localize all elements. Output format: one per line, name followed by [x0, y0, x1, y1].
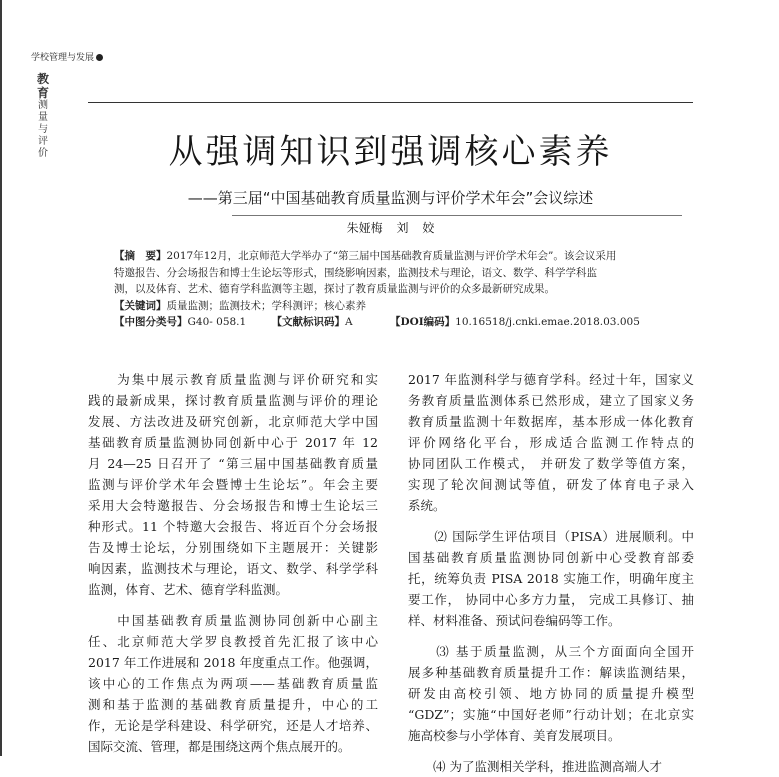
body-text-line: 采用大会特邀报告、分会场报告和博士生论坛三 [88, 498, 378, 513]
journal-vertical-title [36, 72, 50, 160]
author-name: 朱娅梅 [346, 221, 383, 235]
body-text-line: 展多种基础教育质量提升工作：解读监测结果， [408, 665, 694, 680]
body-text-line: 监测与评价学术年会暨博士生论坛”。年会主要 [88, 477, 378, 492]
body-column-right [408, 369, 694, 777]
article-title: 从强调知识到强调核心素养 [168, 132, 613, 172]
clc-value: G40- 058.1 [187, 316, 247, 328]
body-column-left [88, 369, 378, 757]
body-text-line: 样、材料准备、预试问卷编码等工作。 [408, 613, 621, 628]
paragraph-gap [408, 631, 694, 641]
keywords-text: 质量监测；监测技术；学科测评；核心素养 [166, 299, 366, 312]
paragraph-gap [408, 516, 694, 526]
body-text-line: 监测，体育、艺术、德育学科监测。 [88, 582, 289, 597]
body-text-line: 研发由高校引领、地方协同的质量提升模型 [408, 686, 694, 701]
body-text-line: 为集中展示教育质量监测与评价研究和实 [88, 372, 378, 387]
body-text-line: 响因素，监测技术与理论，语文、数学、科学学科 [88, 561, 378, 576]
body-text-line: 国基础教育质量监测协同创新中心受教育部委 [408, 550, 694, 565]
abstract-text: 2017年12月，北京师范大学举办了“第三届中国基础教育质量监测与评价学术年会”。该会议采用 [166, 250, 617, 262]
body-text-line: “GDZ”；实施“中国好老师”行动计划；在北京实 [408, 707, 694, 722]
classification-line [114, 314, 674, 331]
body-text-line: 协同团队工作模式， 并研发了数学等值方案， [408, 456, 694, 471]
body-text-line: 践的最新成果，探讨教育质量监测与评价的理论 [88, 393, 378, 408]
abstract-text: 测，以及体育、艺术、德育学科监测等主题，探讨了教育质量监测与评价的众多最新研究成果。 [114, 283, 555, 295]
body-text-line: 发展、方法改进及研究创新，北京师范大学中国 [88, 414, 378, 429]
body-text-line: 种形式。11 个特邀大会报告、将近百个分会场报 [88, 519, 378, 534]
body-text-line: 施高校参与小学体育、美育发展项目。 [408, 728, 621, 743]
body-text-line: 务教育质量监测体系已然形成，建立了国家义务 [408, 393, 694, 408]
keywords-label: 【关键词】 [114, 299, 167, 312]
body-text-line: 基础教育质量监测协同创新中心于 2017 年 12 [88, 435, 378, 450]
body-text-line: 要工作， 协同中心多方力量， 完成工具修订、抽 [408, 592, 694, 607]
body-text-line: 评价网络化平台，形成适合监测工作特点的 [408, 435, 694, 450]
abstract-line [114, 281, 674, 298]
author-name: 刘 姣 [396, 221, 435, 235]
body-text-line: 月 24—25 日召开了 “第三届中国基础教育质量 [88, 456, 378, 471]
body-text-line: 测和基于监测的基础教育质量提升，中心的工 [88, 697, 378, 712]
subtitle-rule [232, 215, 682, 216]
body-text-line: 作，无论是学科建设、科学研究，还是人才培养、 [88, 718, 378, 733]
section-dot-icon [96, 54, 103, 61]
vertical-char: 量 [38, 112, 48, 123]
vertical-char: 价 [38, 148, 48, 159]
abstract-line [114, 248, 674, 265]
section-label-text: 学校管理与发展 [31, 53, 95, 63]
doc-code-label: 【文献标识码】 [271, 316, 346, 328]
body-text-line: ⑵ 国际学生评估项目（PISA）进展顺利。中 [408, 529, 694, 544]
doc-code-value: A [345, 316, 353, 328]
body-text-line: 该中心的工作焦点为两项——基础教育质量监 [88, 676, 378, 691]
body-text-line: 任、北京师范大学罗良教授首先汇报了该中心 [88, 634, 378, 649]
clc-label: 【中图分类号】 [114, 316, 188, 328]
article-subtitle: ——第三届“中国基础教育质量监测与评价学术年会”会议综述 [187, 189, 594, 207]
body-text-line: 2017 年监测科学与德育学科。经过十年，国家义 [408, 372, 694, 387]
vertical-char: 教 [36, 72, 49, 86]
abstract-line [114, 265, 674, 282]
page-edge-rule [0, 0, 2, 756]
body-text-line: 告及博士论坛，分别围绕如下主题展开：关键影 [88, 540, 378, 555]
vertical-char: 测 [38, 100, 48, 111]
author-list [88, 220, 693, 236]
body-text-line: 系统。 [408, 498, 446, 513]
vertical-char: 评 [38, 136, 48, 147]
body-text-line: 2017 年工作进展和 2018 年度重点工作。他强调， [88, 655, 378, 670]
body-text-line: 国际交流、管理，都是围绕这两个焦点展开的。 [88, 739, 351, 754]
section-label [31, 53, 103, 63]
abstract-block [114, 248, 674, 331]
header-rule [88, 102, 693, 103]
body-text-line: 教育质量监测十年数据库，基本形成一体化教育 [408, 414, 694, 429]
keywords-line [114, 298, 674, 315]
body-text-line: 实现了轮次间测试等值，研发了体育电子录入 [408, 477, 694, 492]
body-text-line: 中国基础教育质量监测协同创新中心副主 [88, 613, 378, 628]
vertical-char: 育 [36, 86, 49, 100]
abstract-text: 特邀报告、分会场报告和博士生论坛等形式，围绕影响因素，监测技术与理论，语文、数学、科学学科监 [114, 266, 597, 279]
vertical-char: 与 [38, 124, 48, 135]
doi-value: 10.16518/j.cnki.emae.2018.03.005 [455, 316, 640, 328]
abstract-label: 【摘 要】 [114, 250, 167, 262]
doi-label: 【DOI编码】 [389, 316, 456, 328]
paragraph-gap [408, 746, 694, 756]
body-text-line: ⑶ 基于质量监测，从三个方面面向全国开 [408, 644, 694, 659]
body-text-line: 托，统筹负责 PISA 2018 实施工作，明确年度主 [408, 571, 694, 586]
body-text-line: ⑷ 为了监测相关学科，推进监测高端人才 [408, 759, 662, 774]
paragraph-gap [88, 600, 378, 610]
